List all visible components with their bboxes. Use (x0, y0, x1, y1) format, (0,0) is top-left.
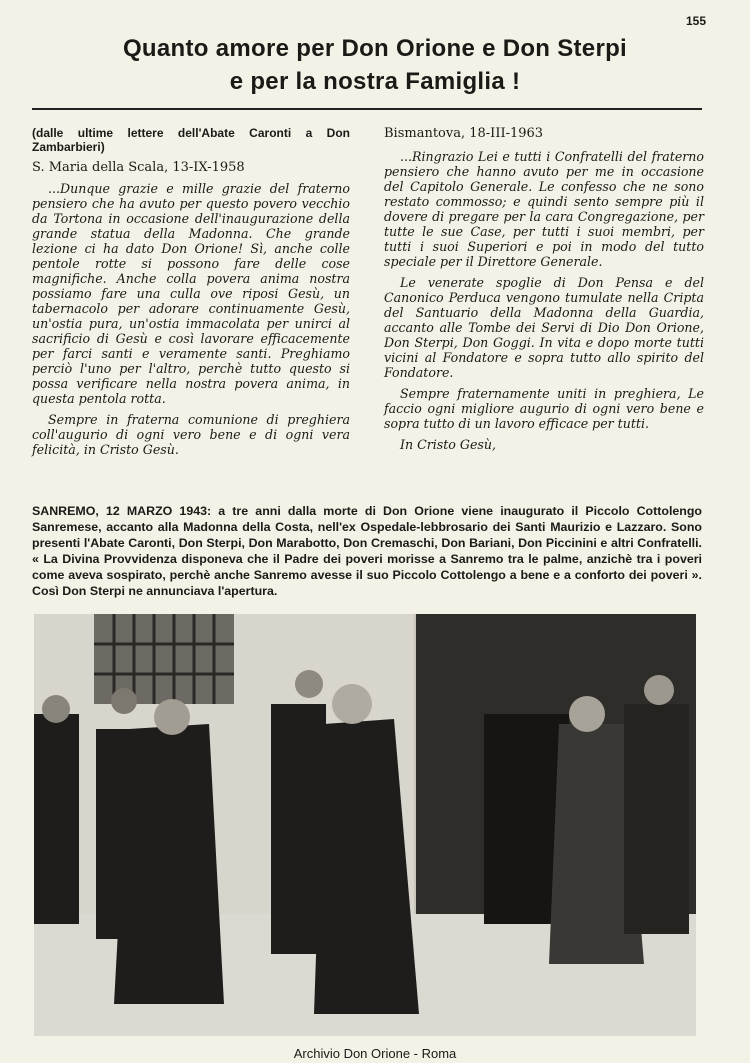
group-photo (34, 614, 696, 1036)
dateline-left: S. Maria della Scala, 13-IX-1958 (32, 160, 245, 175)
footer-archive-label: Archivio Don Orione - Roma (293, 1046, 457, 1061)
right-paragraph: ...Ringrazio Lei e tutti i Confratelli del fraterno pensiero che hanno avuto per me in occasione del Capitolo Generale. Le confesso che ne sono restato commosso; e quindi sento sempre più il dovere di pregare per la cara Congregazione, per tutte le sue Case, per tutti i suoi membri, per tutti i suoi Superiori e poi in modo del tutto speciale per il Direttore Generale. (384, 149, 704, 269)
left-paragraph: Sempre in fraterna comunione di preghiera coll'augurio di ogni vero bene e di ogni vera felicità, in Cristo Gesù. (32, 412, 350, 457)
page-number: 155 (685, 14, 706, 28)
photo-illustration (34, 614, 696, 1036)
article-title (30, 32, 720, 98)
right-paragraph: Le venerate spoglie di Don Pensa e del Canonico Perduca vengono tumulate nella Cripta del Santuario della Madonna della Guardia, accanto alle Tombe dei Servi di Dio Don Orione, Don Sterpi, Don Goggi. In vita e dopo morte tutti vicini al Fondatore e sopra tutto allo spirito del Fondatore. (384, 275, 704, 380)
dateline-right: Bismantova, 18-III-1963 (384, 126, 544, 141)
closing-salutation: In Cristo Gesù, (400, 437, 496, 452)
photo-caption: SANREMO, 12 MARZO 1943: a tre anni dalla morte di Don Orione viene inaugurato il Piccolo Cottolengo Sanremese, accanto alla Madonna della Costa, nell'ex Ospedale-lebbrosario dei Santi Maurizio e Lazzaro. Sono presenti l'Abate Caronti, Don Sterpi, Don Marabotto, Don Cremaschi, Don Bariani, Don Piccinini e altri Confratelli. « La Divina Provvidenza disponeva che il Padre dei poveri morisse a Sanremo tra le palme, anzichè tra i poveri come aveva sospirato, perchè anche Sanremo avesse il suo Piccolo Cottolengo a bene e a conforto dei poveri ». Così Don Sterpi ne annunciava l'apertura. (32, 504, 702, 598)
title-divider (32, 108, 702, 110)
source-note: (dalle ultime lettere dell'Abate Caronti a Don Zambarbieri) (32, 126, 350, 154)
right-column (384, 126, 704, 458)
title-line-2: e per la nostra Famiglia ! (229, 68, 521, 95)
left-paragraph: ...Dunque grazie e mille grazie del fraterno pensiero che ha avuto per questo povero vecchio da Tortona in occasione dell'inaugurazione della grande statua della Madonna. Che grande lezione ci ha dato Don Orione! Sì, anche colle pentole rotte si possono fare delle cose magnifiche. Anche colla povera anima nostra possiamo fare una culla ove riposi Gesù, un tabernacolo per adorare continuamente Gesù, un'ostia pura, un'ostia immacolata per unirci al sacrificio di Gesù e così lavorare efficacemente per farci santi e veramente santi. Preghiamo perciò l'uno per l'altro, perchè tutto questo si possa verificare nella nostra povera anima, in questa pentola rotta. (32, 181, 350, 406)
left-column (32, 126, 350, 463)
right-paragraph: Sempre fraternamente uniti in preghiera, Le faccio ogni migliore augurio di ogni vero bene e sopra tutto di un lavoro efficace per tutti. (384, 386, 704, 431)
title-line-1: Quanto amore per Don Orione e Don Sterpi (122, 35, 628, 62)
